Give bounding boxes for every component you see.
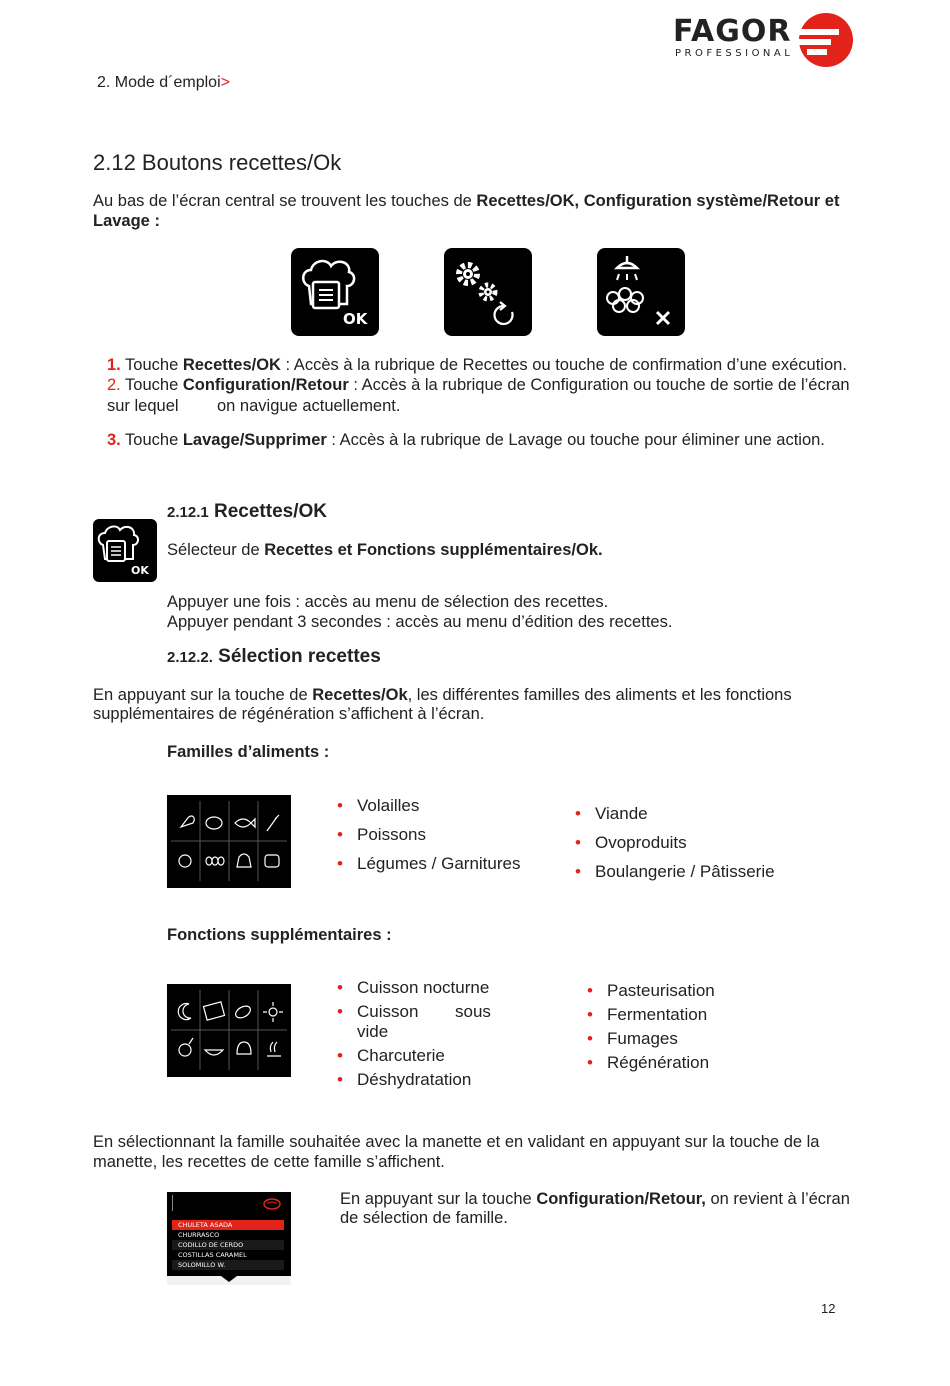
function-item: • Fermentation xyxy=(585,1005,715,1025)
press-hold-text: Appuyer pendant 3 secondes : accès au menu d’édition des recettes. xyxy=(167,613,673,631)
note-text: En appuyant sur la touche xyxy=(340,1190,537,1208)
intro-bold: Recettes/OK, Configuration système/Retour et Lavage : xyxy=(93,192,840,230)
para-text: En appuyant sur la touche de xyxy=(93,686,313,704)
para-bold: Recettes/Ok xyxy=(312,686,408,704)
family-item: • Poissons xyxy=(335,825,520,845)
recipe-item: CHULETA ASADA xyxy=(172,1220,284,1230)
list-text: Touche xyxy=(120,376,183,394)
function-word: vide xyxy=(357,1022,389,1041)
family-item: • Viande xyxy=(573,804,775,824)
recipe-item: SOLOMILLO W. xyxy=(172,1260,284,1270)
function-word: sous xyxy=(455,1002,491,1021)
return-note-line2: de sélection de famille. xyxy=(340,1209,508,1227)
intro-text: Au bas de l’écran central se trouvent les touches de xyxy=(93,192,477,210)
meat-icon xyxy=(262,1197,282,1211)
chevron-down-icon xyxy=(219,1276,239,1282)
families-heading: Familles d’aliments : xyxy=(167,743,330,761)
function-item: • Régénération xyxy=(585,1053,715,1073)
breadcrumb-text: 2. Mode d´emploi xyxy=(97,74,221,91)
subsection-title-selection xyxy=(167,646,381,668)
list-number: 2. xyxy=(107,376,121,394)
gears-return-icon xyxy=(444,248,532,336)
list-item-2 xyxy=(107,375,887,395)
section-intro xyxy=(93,191,853,231)
list-text: : Accès à la rubrique de Configuration ou touche de sortie de l’écran xyxy=(348,376,850,394)
functions-screen xyxy=(167,984,291,1077)
families-list-col2 xyxy=(573,804,775,882)
fagor-logo xyxy=(673,12,858,68)
function-item: • Charcuterie xyxy=(335,1046,495,1066)
subsection-title-text: Sélection recettes xyxy=(218,646,381,667)
function-item-cuisson-sous-vide xyxy=(335,1002,495,1022)
para-text: , les différentes familles des aliments et les fonctions xyxy=(407,686,792,704)
screen-divider xyxy=(172,1195,173,1211)
chef-hat-ok-icon xyxy=(291,248,379,336)
recipes-ok-small-icon-box xyxy=(93,519,157,582)
function-item: • Pasteurisation xyxy=(585,981,715,1001)
food-family-icons xyxy=(167,795,291,888)
chef-hat-ok-small-icon xyxy=(93,519,157,582)
function-word: Cuisson xyxy=(357,1002,419,1021)
function-item: • Cuisson nocturne xyxy=(335,978,495,998)
family-item: • Légumes / Garnitures xyxy=(335,854,520,874)
families-list-col1 xyxy=(335,796,520,874)
list-number: 3. xyxy=(107,431,121,449)
fagor-logo-mark-icon xyxy=(793,12,855,68)
subsection-title-recipes-ok xyxy=(167,501,327,523)
family-selection-para-line1: En sélectionnant la famille souhaitée avec la manette et en validant en appuyant sur la touche de la xyxy=(93,1133,820,1151)
families-screen xyxy=(167,795,291,888)
logo-text: FAGOR xyxy=(673,14,792,49)
selection-para-line2: supplémentaires de régénération s’affichent à l’écran. xyxy=(93,705,485,723)
list-text: : Accès à la rubrique de Lavage ou touche pour éliminer une action. xyxy=(326,431,825,449)
family-item: • Ovoproduits xyxy=(573,833,775,853)
list-item-2-cont-b: on navigue actuellement. xyxy=(217,397,401,415)
family-item: • Volailles xyxy=(335,796,520,816)
note-bold: Configuration/Retour, xyxy=(536,1190,706,1208)
functions-heading: Fonctions supplémentaires : xyxy=(167,926,392,944)
logo-subtext: PROFESSIONAL xyxy=(675,48,794,59)
function-item: • Déshydratation xyxy=(335,1070,495,1090)
list-item-1 xyxy=(107,355,887,375)
recipe-list xyxy=(172,1220,284,1270)
note-text: on revient à l’écran xyxy=(705,1190,850,1208)
recipe-list-screen xyxy=(167,1192,291,1285)
list-bold: Configuration/Retour xyxy=(182,376,349,394)
breadcrumb-arrow: > xyxy=(220,74,230,91)
page-number: 12 xyxy=(821,1301,836,1316)
list-bold: Recettes/OK xyxy=(182,356,281,374)
washing-delete-icon xyxy=(597,248,685,336)
list-text: Touche xyxy=(120,356,183,374)
list-number: 1. xyxy=(107,356,121,374)
return-note-line1 xyxy=(340,1189,860,1209)
list-item-2-cont-a: sur lequel xyxy=(107,397,179,415)
functions-list-col1 xyxy=(335,978,495,1090)
recipes-ok-button-icon xyxy=(291,248,379,336)
svg-text:OK: OK xyxy=(343,310,368,328)
recipe-item: CODILLO DE CERDO xyxy=(172,1240,284,1250)
list-item-3 xyxy=(107,430,887,450)
extra-function-icons xyxy=(167,984,291,1077)
ok-label: OK xyxy=(131,564,149,577)
press-once-text: Appuyer une fois : accès au menu de sélection des recettes. xyxy=(167,593,609,611)
recipe-item: CHURRASCO xyxy=(178,1231,220,1239)
list-bold: Lavage/Supprimer xyxy=(182,431,327,449)
family-selection-para-line2: manette, les recettes de cette famille s’affichent. xyxy=(93,1153,445,1171)
function-item: • Fumages xyxy=(585,1029,715,1049)
section-title: 2.12 Boutons recettes/Ok xyxy=(93,150,342,175)
config-return-button-icon xyxy=(444,248,532,336)
selector-plain: Sélecteur de xyxy=(167,541,265,559)
breadcrumb xyxy=(97,73,230,93)
list-text: Touche xyxy=(120,431,183,449)
poultry-icon xyxy=(181,816,194,827)
functions-list-col2 xyxy=(585,981,715,1073)
family-item: • Boulangerie / Pâtisserie xyxy=(573,862,775,882)
list-text: : Accès à la rubrique de Recettes ou touche de confirmation d’une exécution. xyxy=(280,356,847,374)
selector-bold: Recettes et Fonctions supplémentaires/Ok. xyxy=(264,541,603,559)
selector-text xyxy=(167,540,603,560)
subsection-number: 2.12.2. xyxy=(167,649,213,666)
function-item-cont xyxy=(335,1022,495,1042)
recipe-item: COSTILLAS CARAMEL xyxy=(178,1251,247,1259)
subsection-title-text: Recettes/OK xyxy=(214,501,327,522)
selection-para xyxy=(93,685,853,705)
wash-delete-button-icon xyxy=(597,248,685,336)
subsection-number: 2.12.1 xyxy=(167,504,209,521)
